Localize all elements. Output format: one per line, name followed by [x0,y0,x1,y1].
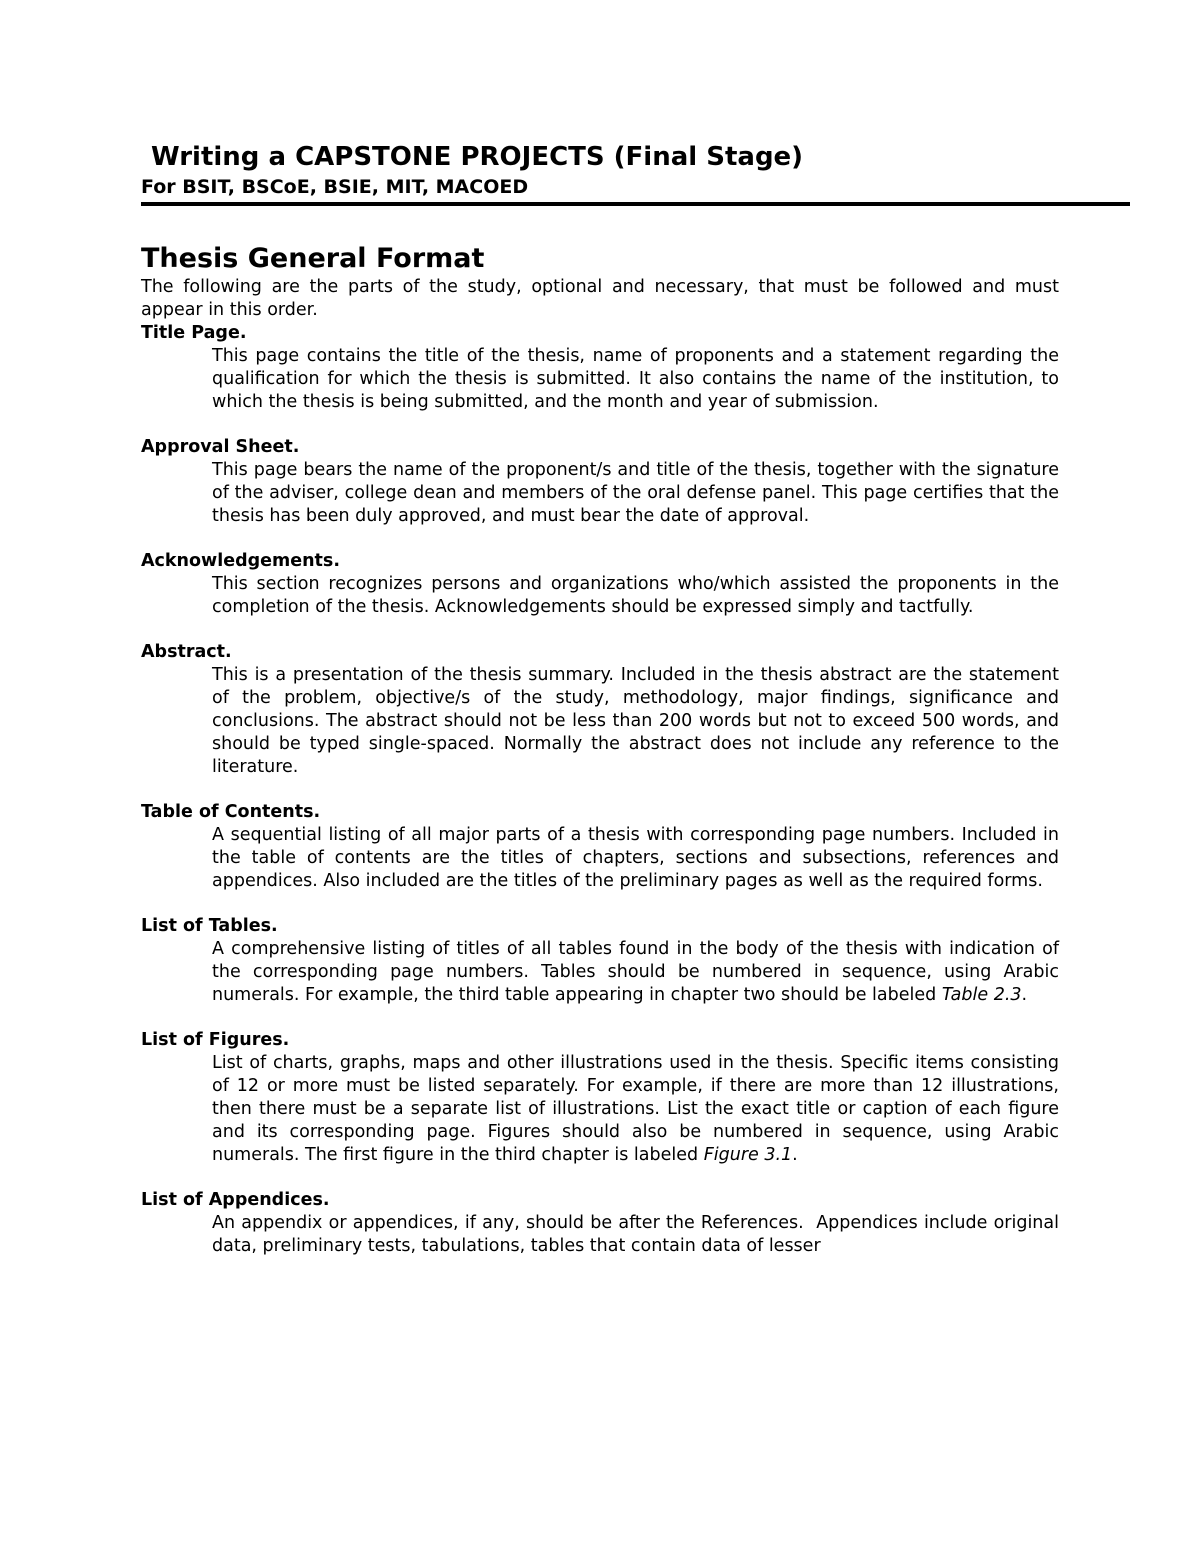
section-intro: The following are the parts of the study, optional and necessary, that must be followed and must appear in this order. [141,277,1059,320]
part-description: This section recognizes persons and organizations who/which assisted the proponents in the completion of the thesis. Acknowledgements should be expressed simply and tactfully. [212,574,1059,617]
part-description: This page contains the title of the thesis, name of proponents and a statement regarding the qualification for which the thesis is submitted. It also contains the name of the institution, to which the thesis is being submitted, and the month and year of submission. [212,346,1059,412]
part-heading: Acknowledgements. [141,551,340,571]
part-table-of-contents [141,801,1130,893]
part-heading: Title Page. [141,323,247,343]
part-description: An appendix or appendices, if any, should be after the References. Appendices include original data, preliminary tests, tabulations, tables that contain data of lesser [212,1213,1065,1256]
part-description [212,1052,1059,1167]
section-heading: Thesis General Format [141,243,485,274]
part-title-page [141,322,1130,414]
part-acknowledgements [141,550,1130,619]
part-list-of-tables [141,915,1130,1007]
part-list-of-appendices [141,1189,1130,1258]
part-list-of-figures [141,1029,1130,1167]
title-divider [141,202,1130,206]
part-heading: List of Tables. [141,916,278,936]
part-approval-sheet [141,436,1130,528]
part-description-text: A comprehensive listing of titles of all tables found in the body of the thesis with indication of the corresponding page numbers. Tables should be numbered in sequence, using Arabic numerals. For example, the third table appearing in chapter two should be labeled [212,939,1059,1005]
part-description: This page bears the name of the proponent/s and title of the thesis, together with the signature of the adviser, college dean and members of the oral defense panel. This page certifies that the thesis has been duly approved, and must bear the date of approval. [212,460,1059,526]
sentence-end: . [1021,985,1028,1005]
part-heading: Approval Sheet. [141,437,300,457]
figure-label-example: Figure 3.1 [703,1145,793,1165]
document-page [141,140,1130,1258]
table-label-example: Table 2.3 [941,985,1022,1005]
part-heading: Abstract. [141,642,232,662]
part-heading: Table of Contents. [141,802,321,822]
part-heading: List of Appendices. [141,1190,330,1210]
document-title: Writing a CAPSTONE PROJECTS (Final Stage) [151,142,804,172]
sentence-end: . [792,1145,798,1165]
part-description: A sequential listing of all major parts of a thesis with corresponding page numbers. Included in the table of contents are the titles of chapters, sections and subsections, references and appendices. Also included are the titles of the preliminary pages as well as the required forms. [212,825,1059,891]
part-abstract [141,641,1130,779]
part-description [212,938,1059,1007]
part-description-text: List of charts, graphs, maps and other illustrations used in the thesis. Specific items consisting of 12 or more must be listed separately. For example, if there are more than 12 illustrations, then there must be a separate list of illustrations. List the exact title or caption of each figure and its corresponding page. Figures should also be numbered in sequence, using Arabic numerals. The first figure in the third chapter is labeled [212,1053,1059,1165]
document-subtitle: For BSIT, BSCoE, BSIE, MIT, MACOED [141,176,529,198]
part-heading: List of Figures. [141,1030,290,1050]
part-description: This is a presentation of the thesis summary. Included in the thesis abstract are the statement of the problem, objective/s of the study, methodology, major findings, significance and conclusions. The abstract should not be less than 200 words but not to exceed 500 words, and should be typed single-spaced. Normally the abstract does not include any reference to the literature. [212,665,1059,777]
